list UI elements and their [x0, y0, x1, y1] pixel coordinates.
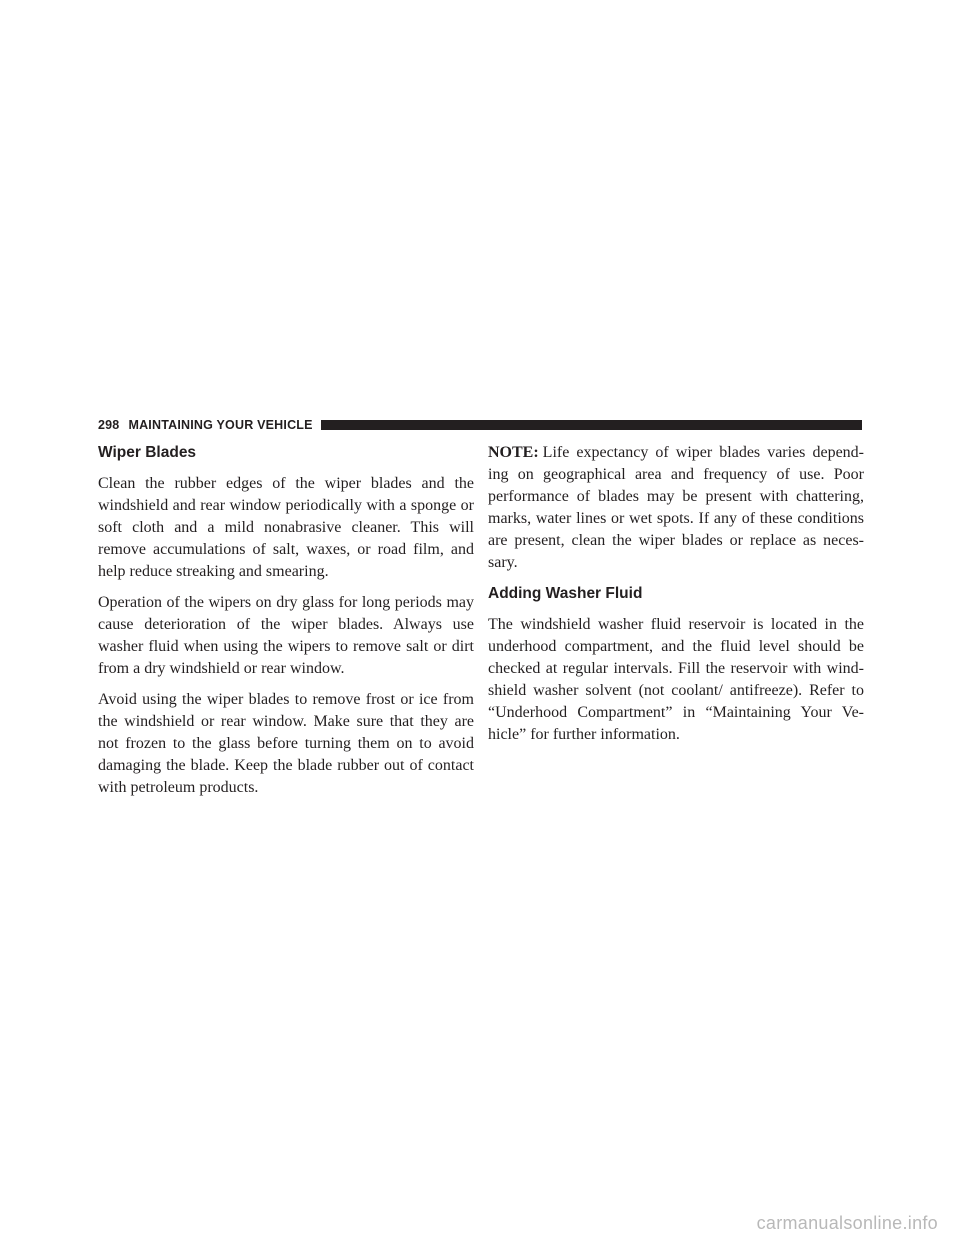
- paragraph: The windshield washer fluid reservoir is located in the underhood compartment, and the fluid level should be checked at regular intervals. Fill the reservoir with wind-shield washer solvent (not coolant/ antifreeze). Refer to “Underhood Compartment” in “Maintaining Your Ve-hicle” for further information.: [488, 616, 864, 743]
- page-number: 298: [98, 418, 120, 432]
- note-paragraph: [488, 442, 864, 574]
- note-label: NOTE:: [488, 444, 539, 461]
- watermark: carmanualsonline.info: [756, 1213, 938, 1233]
- right-column: [488, 438, 864, 755]
- paragraph: Operation of the wipers on dry glass for long periods may cause deterioration of the wiper blades. Always use washer fluid when using the wipers to remove salt or dirt from a dry windshield or rear window.: [98, 594, 474, 677]
- header-rule: [321, 420, 862, 430]
- paragraph: Clean the rubber edges of the wiper blades and the windshield and rear window periodically with a sponge or soft cloth and a mild nonabrasive cleaner. This will remove accumulations of salt, waxes, or road film, and help reduce streaking and smearing.: [98, 475, 474, 580]
- adding-washer-fluid-heading: Adding Washer Fluid: [488, 585, 643, 602]
- section-title: MAINTAINING YOUR VEHICLE: [128, 418, 313, 432]
- page-header: [98, 416, 862, 434]
- note-text: Life expectancy of wiper blades varies depend-ing on geographical area and frequency of use. Poor performance of blades may be present with chattering, marks, water lines or wet spots. If any of these conditions are present, clean the wiper blades or replace as neces-sary.: [488, 444, 864, 571]
- wiper-blades-heading: Wiper Blades: [98, 444, 197, 461]
- paragraph: Avoid using the wiper blades to remove frost or ice from the windshield or rear window. Make sure that they are not frozen to the glass before turning them on to avoid damaging the blade. Keep the blade rubber out of contact with petroleum products.: [98, 691, 474, 796]
- left-column: [98, 438, 474, 808]
